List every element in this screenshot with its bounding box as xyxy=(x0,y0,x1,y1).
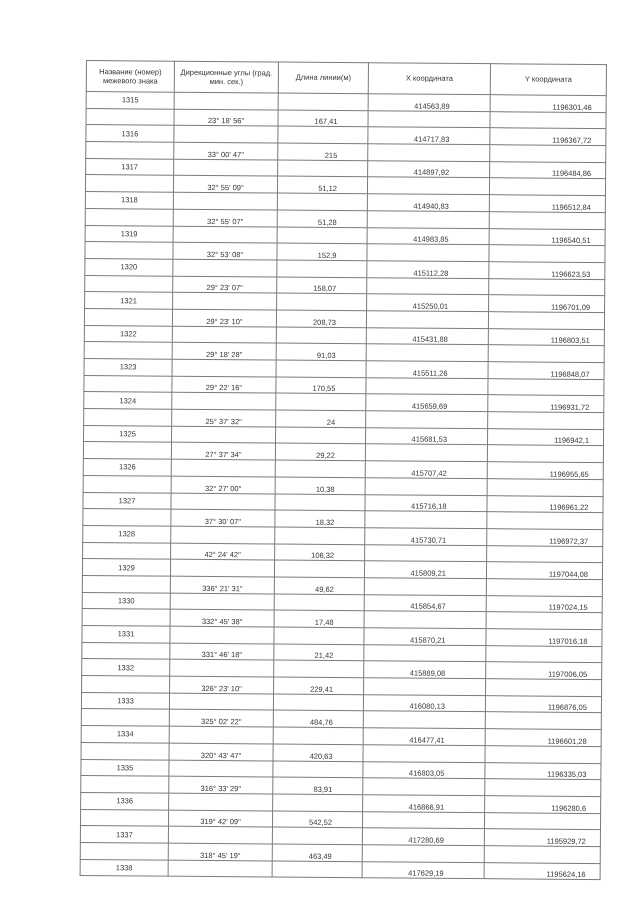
empty-cell xyxy=(363,745,485,763)
x-coordinate: 416080,13 xyxy=(363,694,485,712)
x-coordinate: 415854,67 xyxy=(364,594,486,612)
empty-cell xyxy=(368,144,490,162)
y-coordinate: 1196972,37 xyxy=(487,529,603,547)
empty-cell xyxy=(82,642,170,659)
point-name: 1337 xyxy=(80,826,168,843)
empty-cell xyxy=(172,326,276,344)
empty-cell xyxy=(173,226,277,244)
line-length: 167,41 xyxy=(278,110,368,127)
x-coordinate: 414717,83 xyxy=(368,127,490,145)
point-name: 1330 xyxy=(82,592,170,609)
empty-cell xyxy=(487,478,603,496)
empty-cell xyxy=(83,509,171,526)
line-length: 49,62 xyxy=(274,577,364,594)
table-row-point xyxy=(80,859,600,880)
empty-cell xyxy=(487,445,603,463)
line-length: 18,32 xyxy=(275,510,365,527)
empty-cell xyxy=(171,526,275,544)
x-coordinate: 415681,53 xyxy=(365,427,487,445)
empty-cell xyxy=(367,211,489,229)
point-name: 1332 xyxy=(82,659,170,676)
empty-cell xyxy=(173,192,277,210)
y-coordinate: 1196931,72 xyxy=(488,395,604,413)
y-coordinate: 1196955,65 xyxy=(487,462,603,480)
x-coordinate: 415250,01 xyxy=(367,294,489,312)
empty-cell xyxy=(83,475,171,492)
x-coordinate: 415716,18 xyxy=(365,494,487,512)
direction-angle: 326° 23' 10" xyxy=(170,676,274,694)
point-name: 1327 xyxy=(83,492,171,509)
empty-cell xyxy=(274,627,364,644)
x-coordinate: 415809,21 xyxy=(364,561,486,579)
line-length: 83,91 xyxy=(273,777,363,794)
direction-angle: 320° 43' 47" xyxy=(169,743,273,761)
empty-cell xyxy=(170,593,274,611)
line-length: 215 xyxy=(278,143,368,160)
empty-cell xyxy=(278,126,368,143)
point-name: 1321 xyxy=(85,292,173,309)
y-coordinate: 1196512,84 xyxy=(489,195,605,213)
empty-cell xyxy=(174,159,278,177)
point-name: 1323 xyxy=(84,358,172,375)
point-name: 1336 xyxy=(81,792,169,809)
empty-cell xyxy=(84,342,172,359)
x-coordinate: 415870,21 xyxy=(364,628,486,646)
empty-cell xyxy=(488,412,604,430)
point-name: 1315 xyxy=(86,92,174,109)
point-name: 1335 xyxy=(81,759,169,776)
x-coordinate: 414983,85 xyxy=(367,227,489,245)
point-name: 1326 xyxy=(83,459,171,476)
direction-angle: 325° 02' 22" xyxy=(169,710,273,728)
empty-cell xyxy=(173,259,277,277)
empty-cell xyxy=(364,578,486,596)
line-length: 17,48 xyxy=(274,610,364,627)
line-length: 51,28 xyxy=(277,210,367,227)
y-coordinate: 1196803,51 xyxy=(488,328,604,346)
empty-cell xyxy=(85,175,173,192)
empty-cell xyxy=(273,694,363,711)
point-name: 1324 xyxy=(84,392,172,409)
empty-cell xyxy=(172,359,276,377)
y-coordinate: 1196367,72 xyxy=(490,128,606,146)
y-coordinate: 1196942,1 xyxy=(487,428,603,446)
point-name: 1325 xyxy=(84,425,172,442)
header-y: Y координата xyxy=(490,64,606,96)
empty-cell xyxy=(489,245,605,263)
empty-cell xyxy=(275,493,365,510)
empty-cell xyxy=(365,544,487,562)
empty-cell xyxy=(172,393,276,411)
empty-cell xyxy=(486,679,602,697)
empty-cell xyxy=(489,278,605,296)
line-length: 91,03 xyxy=(276,343,366,360)
line-length: 106,32 xyxy=(275,544,365,561)
header-angle: Дирекционные углы (град. мин. сек.) xyxy=(174,61,278,93)
direction-angle: 319° 42' 09" xyxy=(168,810,272,828)
line-length: 463,49 xyxy=(272,844,362,861)
empty-cell xyxy=(81,742,169,759)
empty-cell xyxy=(171,493,275,511)
x-coordinate: 414897,92 xyxy=(368,160,490,178)
empty-cell xyxy=(489,211,605,229)
direction-angle: 29° 23' 10" xyxy=(172,309,276,327)
empty-cell xyxy=(173,292,277,310)
table-header-row xyxy=(86,61,606,96)
empty-cell xyxy=(489,178,605,196)
empty-cell xyxy=(272,827,362,844)
empty-cell xyxy=(278,93,368,110)
empty-cell xyxy=(273,760,363,777)
empty-cell xyxy=(366,311,488,329)
y-coordinate: 1196484,86 xyxy=(490,161,606,179)
direction-angle: 331° 46' 18" xyxy=(170,643,274,661)
empty-cell xyxy=(488,345,604,363)
empty-cell xyxy=(169,793,273,811)
y-coordinate: 1197006,05 xyxy=(486,662,602,680)
line-length: 420,63 xyxy=(273,744,363,761)
direction-angle: 32° 55' 09" xyxy=(173,176,277,194)
empty-cell xyxy=(490,145,606,163)
x-coordinate: 416803,05 xyxy=(363,761,485,779)
point-name: 1318 xyxy=(85,192,173,209)
empty-cell xyxy=(81,709,169,726)
empty-cell xyxy=(85,242,173,259)
direction-angle: 27° 37' 34" xyxy=(171,443,275,461)
empty-cell xyxy=(366,411,488,429)
line-length: 29,22 xyxy=(275,443,365,460)
point-name: 1328 xyxy=(83,525,171,542)
line-length: 51,12 xyxy=(277,176,367,193)
empty-cell xyxy=(484,846,600,864)
empty-cell xyxy=(367,277,489,295)
empty-cell xyxy=(367,177,489,195)
empty-cell xyxy=(366,377,488,395)
x-coordinate: 416477,41 xyxy=(363,728,485,746)
empty-cell xyxy=(84,375,172,392)
direction-angle: 32° 27' 00" xyxy=(171,476,275,494)
empty-cell xyxy=(488,378,604,396)
empty-cell xyxy=(487,512,603,530)
empty-cell xyxy=(277,260,367,277)
empty-cell xyxy=(364,678,486,696)
line-length: 229,41 xyxy=(274,677,364,694)
empty-cell xyxy=(487,545,603,563)
point-name: 1317 xyxy=(86,158,174,175)
y-coordinate: 1196540,51 xyxy=(489,228,605,246)
empty-cell xyxy=(82,609,170,626)
empty-cell xyxy=(486,645,602,663)
empty-cell xyxy=(85,208,173,225)
boundary-coordinates-table xyxy=(80,60,607,880)
empty-cell xyxy=(171,459,275,477)
empty-cell xyxy=(168,860,272,878)
empty-cell xyxy=(174,126,278,144)
direction-angle: 25° 37' 32" xyxy=(172,409,276,427)
direction-angle: 23° 18' 56" xyxy=(174,109,278,127)
x-coordinate: 415707,42 xyxy=(365,461,487,479)
empty-cell xyxy=(277,293,367,310)
empty-cell xyxy=(273,794,363,811)
empty-cell xyxy=(80,809,168,826)
empty-cell xyxy=(363,711,485,729)
line-length: 208,73 xyxy=(276,310,366,327)
empty-cell xyxy=(362,845,484,863)
empty-cell xyxy=(488,312,604,330)
x-coordinate: 414940,83 xyxy=(367,194,489,212)
empty-cell xyxy=(86,142,174,159)
empty-cell xyxy=(278,160,368,177)
empty-cell xyxy=(485,712,601,730)
empty-cell xyxy=(276,360,366,377)
empty-cell xyxy=(275,460,365,477)
header-x: X координата xyxy=(368,63,490,95)
x-coordinate: 415659,69 xyxy=(366,394,488,412)
y-coordinate: 1197016,18 xyxy=(486,629,602,647)
empty-cell xyxy=(83,442,171,459)
empty-cell xyxy=(274,594,364,611)
table-body xyxy=(80,92,606,880)
y-coordinate: 1196961,22 xyxy=(487,495,603,513)
empty-cell xyxy=(365,444,487,462)
y-coordinate: 1197044,08 xyxy=(486,562,602,580)
empty-cell xyxy=(170,559,274,577)
empty-cell xyxy=(174,92,278,110)
line-length: 21,42 xyxy=(274,644,364,661)
y-coordinate: 1196848,07 xyxy=(488,362,604,380)
direction-angle: 29° 18' 28" xyxy=(172,342,276,360)
x-coordinate: 417280,69 xyxy=(362,828,484,846)
direction-angle: 42° 24' 42" xyxy=(171,543,275,561)
empty-cell xyxy=(486,612,602,630)
y-coordinate: 1195929,72 xyxy=(484,829,600,847)
empty-cell xyxy=(484,812,600,830)
direction-angle: 318° 45' 19" xyxy=(168,843,272,861)
direction-angle: 37° 30' 07" xyxy=(171,509,275,527)
empty-cell xyxy=(86,108,174,125)
empty-cell xyxy=(83,542,171,559)
point-name: 1334 xyxy=(81,726,169,743)
x-coordinate: 415511,26 xyxy=(366,361,488,379)
x-coordinate: 414563,89 xyxy=(368,94,490,112)
point-name: 1316 xyxy=(86,125,174,142)
line-length: 170,55 xyxy=(276,377,366,394)
empty-cell xyxy=(490,111,606,129)
direction-angle: 316° 33' 29" xyxy=(169,776,273,794)
empty-cell xyxy=(365,511,487,529)
line-length: 10,38 xyxy=(275,477,365,494)
empty-cell xyxy=(274,560,364,577)
y-coordinate: 1196601,28 xyxy=(485,729,601,747)
header-name: Название (номер) межевого знака xyxy=(86,61,174,93)
empty-cell xyxy=(168,826,272,844)
empty-cell xyxy=(276,327,366,344)
point-name: 1320 xyxy=(85,258,173,275)
empty-cell xyxy=(277,193,367,210)
empty-cell xyxy=(169,726,273,744)
direction-angle: 336° 21' 31" xyxy=(170,576,274,594)
empty-cell xyxy=(364,611,486,629)
y-coordinate: 1196301,46 xyxy=(490,95,606,113)
line-length: 542,52 xyxy=(272,811,362,828)
empty-cell xyxy=(169,693,273,711)
empty-cell xyxy=(485,745,601,763)
empty-cell xyxy=(84,308,172,325)
empty-cell xyxy=(85,275,173,292)
point-name: 1338 xyxy=(80,859,168,876)
empty-cell xyxy=(366,344,488,362)
empty-cell xyxy=(171,426,275,444)
direction-angle: 29° 23' 07" xyxy=(173,276,277,294)
x-coordinate: 417629,19 xyxy=(362,861,484,879)
empty-cell xyxy=(277,227,367,244)
direction-angle: 32° 55' 07" xyxy=(173,209,277,227)
empty-cell xyxy=(486,579,602,597)
empty-cell xyxy=(84,409,172,426)
point-name: 1319 xyxy=(85,225,173,242)
empty-cell xyxy=(363,778,485,796)
y-coordinate: 1196876,05 xyxy=(485,695,601,713)
empty-cell xyxy=(485,779,601,797)
line-length: 24 xyxy=(276,410,366,427)
point-name: 1333 xyxy=(81,692,169,709)
direction-angle: 32° 53' 08" xyxy=(173,242,277,260)
direction-angle: 29° 22' 16" xyxy=(172,376,276,394)
empty-cell xyxy=(81,776,169,793)
y-coordinate: 1195624,16 xyxy=(484,862,600,880)
empty-cell xyxy=(80,842,168,859)
empty-cell xyxy=(170,626,274,644)
y-coordinate: 1197024,15 xyxy=(486,595,602,613)
line-length: 158,07 xyxy=(277,277,367,294)
empty-cell xyxy=(367,244,489,262)
empty-cell xyxy=(365,478,487,496)
empty-cell xyxy=(362,811,484,829)
empty-cell xyxy=(275,527,365,544)
empty-cell xyxy=(364,644,486,662)
point-name: 1322 xyxy=(84,325,172,342)
direction-angle: 332° 45' 38" xyxy=(170,609,274,627)
empty-cell xyxy=(368,110,490,128)
x-coordinate: 415112,28 xyxy=(367,261,489,279)
empty-cell xyxy=(276,393,366,410)
y-coordinate: 1196623,53 xyxy=(489,262,605,280)
direction-angle: 33° 00' 47" xyxy=(174,142,278,160)
x-coordinate: 415730,71 xyxy=(365,528,487,546)
y-coordinate: 1196335,03 xyxy=(485,762,601,780)
line-length: 152,9 xyxy=(277,243,367,260)
x-coordinate: 415431,88 xyxy=(366,327,488,345)
point-name: 1331 xyxy=(82,625,170,642)
x-coordinate: 415889,08 xyxy=(364,661,486,679)
y-coordinate: 1196280,6 xyxy=(485,796,601,814)
empty-cell xyxy=(274,660,364,677)
x-coordinate: 416866,91 xyxy=(363,795,485,813)
empty-cell xyxy=(170,660,274,678)
empty-cell xyxy=(273,727,363,744)
point-name: 1329 xyxy=(82,559,170,576)
empty-cell xyxy=(272,861,362,878)
empty-cell xyxy=(82,676,170,693)
empty-cell xyxy=(275,427,365,444)
y-coordinate: 1196701,09 xyxy=(489,295,605,313)
empty-cell xyxy=(82,575,170,592)
header-length: Длина линии(м) xyxy=(278,62,368,94)
empty-cell xyxy=(169,760,273,778)
line-length: 484,76 xyxy=(273,710,363,727)
